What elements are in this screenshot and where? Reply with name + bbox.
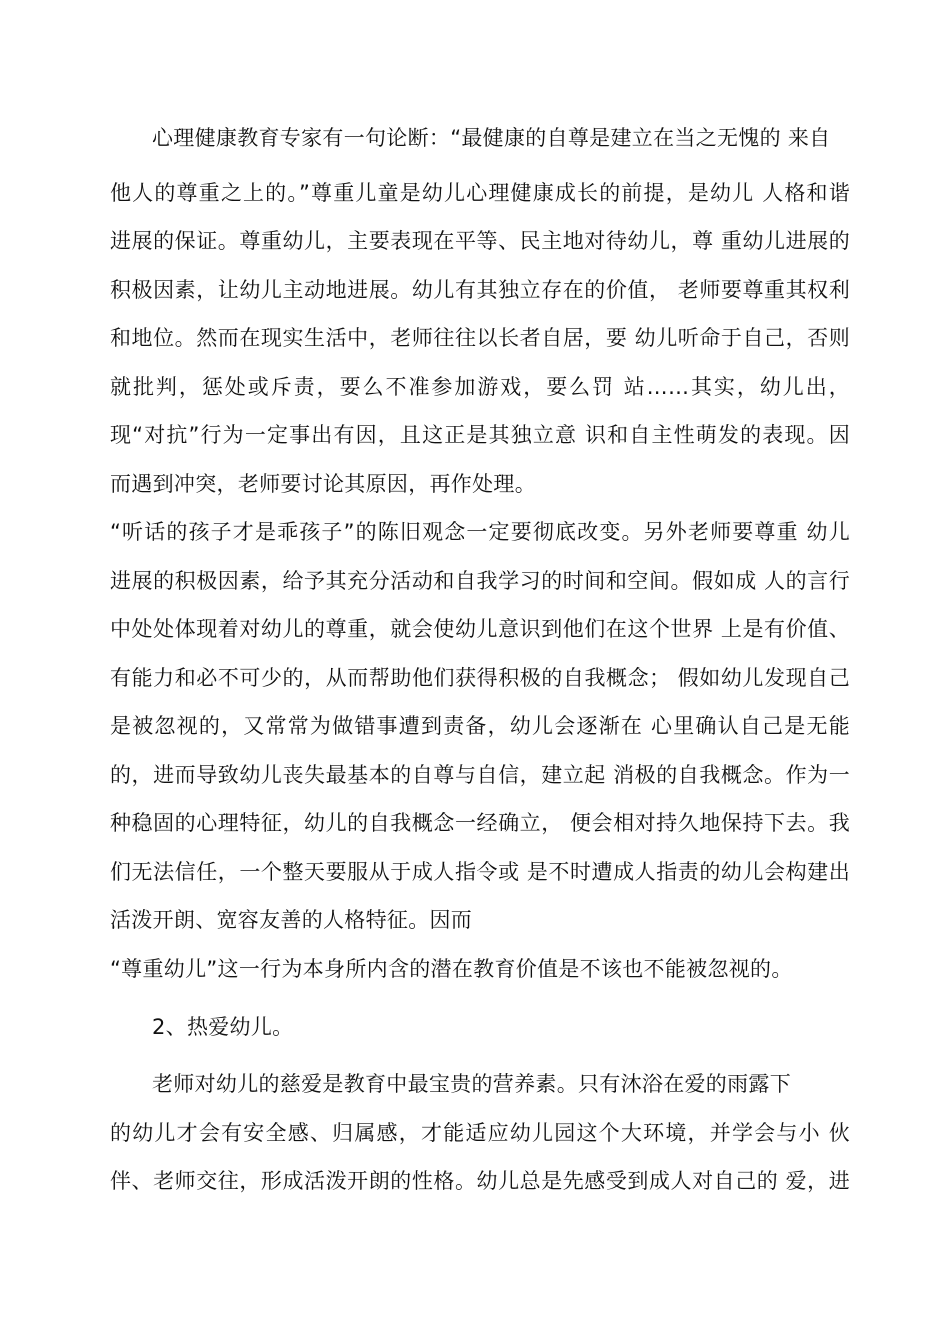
paragraph-line: 的，进而导致幼儿丧失最基本的自尊与自信，建立起 消极的自我概念。作为一 bbox=[110, 763, 850, 787]
paragraph-line: 中处处体现着对幼儿的尊重，就会使幼儿意识到他们在这个世界 上是有价值、 bbox=[110, 617, 850, 641]
paragraph-line: 进展的积极因素，给予其充分活动和自我学习的时间和空间。假如成 人的言行 bbox=[110, 569, 850, 593]
paragraph-line: 而遇到冲突，老师要讨论其原因，再作处理。 bbox=[110, 472, 536, 496]
paragraph-line: 活泼开朗、宽容友善的人格特征。因而 bbox=[110, 908, 473, 932]
paragraph-line: 老师对幼儿的慈爱是教育中最宝贵的营养素。只有沐浴在爱的雨露下 bbox=[152, 1072, 791, 1096]
paragraph-line: “尊重幼儿”这一行为本身所内含的潜在教育价值是不该也不能被忽视的。 bbox=[110, 957, 793, 981]
paragraph-line: 伴、老师交往，形成活泼开朗的性格。幼儿总是先感受到成人对自己的 爱，进 bbox=[110, 1169, 850, 1193]
paragraph-line: “听话的孩子才是乖孩子”的陈旧观念一定要彻底改变。另外老师要尊重 幼儿 bbox=[110, 520, 850, 544]
paragraph-line: 他人的尊重之上的。”尊重儿童是幼儿心理健康成长的前提，是幼儿 人格和谐 bbox=[110, 181, 850, 205]
paragraph-line: 积极因素，让幼儿主动地进展。幼儿有其独立存在的价值， 老师要尊重其权利 bbox=[110, 278, 850, 302]
section-heading: 2、热爱幼儿。 bbox=[152, 1015, 294, 1039]
paragraph-line: 有能力和必不可少的，从而帮助他们获得积极的自我概念； 假如幼儿发现自己 bbox=[110, 666, 850, 690]
paragraph-line: 是被忽视的，又常常为做错事遭到责备，幼儿会逐渐在 心里确认自己是无能 bbox=[110, 714, 850, 738]
paragraph-line: 们无法信任，一个整天要服从于成人指令或 是不时遭成人指责的幼儿会构建出 bbox=[110, 860, 850, 884]
paragraph-line: 进展的保证。尊重幼儿，主要表现在平等、民主地对待幼儿，尊 重幼儿进展的 bbox=[110, 229, 850, 253]
paragraph-line: 就批判，惩处或斥责，要么不准参加游戏，要么罚 站……其实，幼儿出， bbox=[110, 375, 850, 399]
paragraph-line: 种稳固的心理特征，幼儿的自我概念一经确立， 便会相对持久地保持下去。我 bbox=[110, 811, 850, 835]
paragraph-line: 和地位。然而在现实生活中，老师往往以长者自居，要 幼儿听命于自己，否则 bbox=[110, 326, 850, 350]
paragraph-line: 心理健康教育专家有一句论断：“最健康的自尊是建立在当之无愧的 来自 bbox=[152, 126, 831, 150]
paragraph-line: 的幼儿才会有安全感、归属感，才能适应幼儿园这个大环境，并学会与小 伙 bbox=[110, 1121, 850, 1145]
paragraph-line: 现“对抗”行为一定事出有因，且这正是其独立意 识和自主性萌发的表现。因 bbox=[110, 423, 850, 447]
